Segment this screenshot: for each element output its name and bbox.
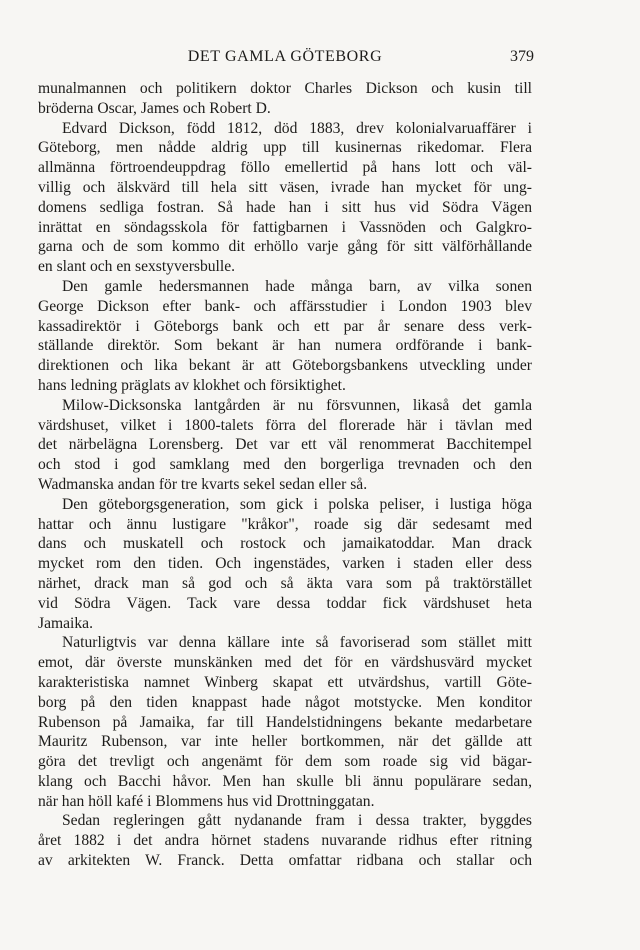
text-line: Den gamle hedersmannen hade många barn, av vilka sonen (62, 277, 532, 295)
text-line: när han höll kafé i Blommens hus vid Drottninggatan. (38, 792, 375, 810)
page-title: DET GAMLA GÖTEBORG (187, 48, 383, 65)
text-line: domens sedliga fostran. Så hade han i sitt hus vid Södra Vägen (38, 198, 532, 216)
text-line: Naturligtvis var denna källare inte så favoriserad som stället mitt (62, 634, 532, 652)
text-line: Den göteborgsgeneration, som gick i polska peliser, i lustiga höga (62, 495, 532, 513)
text-line: inrättat en söndagsskola för fattigbarnen i Vassnöden och Galgkro- (38, 218, 532, 236)
text-line: klang och Bacchi håvor. Men han skulle bli ännu populärare sedan, (38, 772, 532, 790)
text-line: en slant och en sexstyversbulle. (38, 258, 236, 276)
text-line: dans och muskatell och rostock och jamaikatoddar. Man drack (38, 535, 532, 553)
text-line: allmänna förtroendeuppdrag föllo emellertid på hans lott och väl- (38, 159, 532, 177)
text-line: av arkitekten W. Franck. Detta omfattar ridbana och stallar och (38, 852, 532, 870)
text-line: mycket rom den tiden. Och ingenstädes, varken i staden eller dess (38, 555, 532, 573)
text-line: karakteristiska namnet Winberg skapat ett utvärdshus, vartill Göte- (38, 673, 532, 691)
text-line: värdshuset, vilket i 1800-talets förra del florerade här i tävlan med (38, 416, 532, 434)
text-line: kassadirektör i Göteborgs bank och ett par år senare dess verk- (38, 317, 532, 335)
running-head (38, 45, 532, 69)
text-line: direktionen och lika bekant är att Göteborgsbankens utveckling under (38, 357, 532, 375)
body-text (38, 79, 532, 871)
text-line: året 1882 i det andra hörnet stadens nuvarande ridhus efter ritning (38, 832, 532, 850)
page-number: 379 (510, 48, 534, 65)
text-line: Sedan regleringen gått nydanande fram i dessa trakter, byggdes (62, 812, 532, 830)
text-line: Jamaika. (38, 614, 93, 632)
text-line: Rubenson på Jamaika, far till Handelstidningens bekante medarbetare (38, 713, 532, 731)
text-line: George Dickson efter bank- och affärsstudier i London 1903 blev (38, 297, 532, 315)
text-line: Mauritz Rubenson, var inte heller bortkommen, när det gällde att (38, 733, 532, 751)
text-line: Edvard Dickson, född 1812, död 1883, drev kolonialvaruaffärer i (62, 119, 532, 137)
text-line: garna och de som kommo dit erhöllo varje gång för sitt välförhållande (38, 238, 532, 256)
text-line: ställande direktör. Som bekant är han numera ordförande i bank- (38, 337, 532, 355)
text-line: munalmannen och politikern doktor Charles Dickson och kusin till (38, 80, 532, 97)
text-line: och stod i god samklang med den borgerliga trevnaden och den (38, 456, 532, 474)
text-line: villig och älskvärd till hela sitt väsen, ivrade han mycket för ung- (38, 178, 532, 196)
text-line: Milow-Dicksonska lantgården är nu försvunnen, likaså det gamla (62, 396, 532, 414)
text-line: bröderna Oscar, James och Robert D. (38, 99, 271, 117)
text-line: hattar och ännu lustigare "kråkor", roade sig där sedesamt med (38, 515, 532, 533)
text-line: det närbelägna Lorensberg. Det var ett väl renommerat Bacchitempel (38, 436, 532, 454)
text-line: Wadmanska andan för tre kvarts sekel sedan eller så. (38, 475, 368, 493)
text-line: Göteborg, men nådde aldrig upp till kusinernas rikedomar. Flera (38, 139, 532, 157)
text-line: närhet, drack man så god och så äkta vara som på traktörstället (38, 574, 532, 592)
text-line: hans ledning präglats av klokhet och försiktighet. (38, 376, 346, 394)
text-line: emot, där överste munskänken med det för en värdshusvärd mycket (38, 654, 532, 672)
text-line: borg på den tiden knappast hade något motstycke. Men konditor (38, 693, 532, 711)
text-line: göra det trevligt och angenämt för dem som roade sig vid bägar- (38, 753, 532, 771)
text-line: vid Södra Vägen. Tack vare dessa toddar fick värdshuset heta (38, 594, 532, 612)
